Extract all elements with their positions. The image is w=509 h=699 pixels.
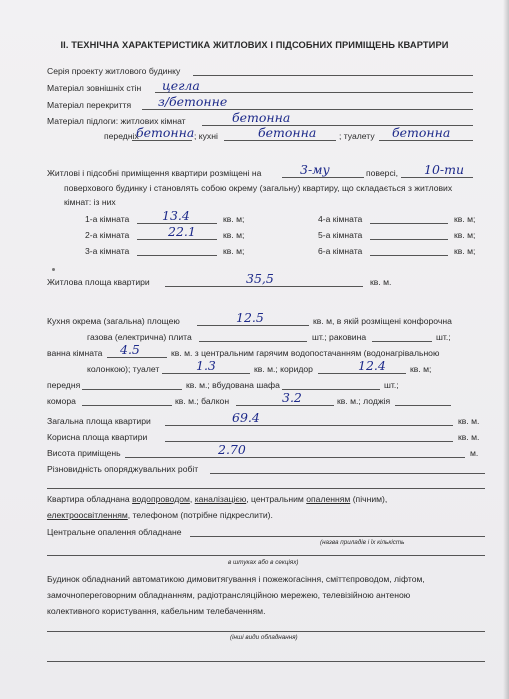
location-label: Житлові і підсобні приміщення квартири розміщені на <box>47 168 262 178</box>
other-equipment-line[interactable] <box>47 631 485 632</box>
living-area-value: 35,5 <box>246 271 274 286</box>
water-supply-option: водопроводом <box>132 494 190 504</box>
corridor-unit: кв. м; <box>410 364 432 374</box>
finishing-line-2[interactable] <box>47 488 485 489</box>
automatics-line-1: Будинок обладнаний автоматикою димовитягування і пожежогасіння, сміттєпроводом, ліфтом, <box>47 574 425 584</box>
living-area-line[interactable] <box>165 286 363 287</box>
corridor-label: кв. м.; коридор <box>254 364 313 374</box>
living-area-label: Житлова площа квартири <box>47 277 150 287</box>
storeroom-line[interactable] <box>82 405 172 406</box>
height-value: 2.70 <box>218 442 246 457</box>
storeys-line[interactable] <box>401 177 473 178</box>
kitchen-label: ; кухні <box>194 131 218 141</box>
floor-no-value: 3-му <box>300 162 330 177</box>
room2-unit: кв. м; <box>223 230 245 240</box>
bathroom-value: 4.5 <box>120 342 140 357</box>
section-title: ІІ. ТЕХНІЧНА ХАРАКТЕРИСТИКА ЖИТЛОВИХ І ПІДСОБНИХ ПРИМІЩЕНЬ КВАРТИРИ <box>60 40 449 50</box>
equip-end: (пічним), <box>352 494 388 504</box>
equip-mid: , центральним <box>246 494 304 504</box>
kitchen-area-value: 12.5 <box>236 310 264 325</box>
room5-line[interactable] <box>370 239 448 240</box>
height-label: Висота приміщень <box>47 448 121 458</box>
series-label: Серія проекту житлового будинку <box>47 66 181 76</box>
devices-note: (назва приладів і їх кількість <box>320 539 405 546</box>
balcony-line[interactable] <box>236 405 334 406</box>
balcony-label: кв. м.; балкон <box>175 396 230 406</box>
useful-area-line[interactable] <box>165 441 453 442</box>
total-area-value: 69.4 <box>232 410 260 425</box>
pieces-note: в штуках або в секціях) <box>228 559 299 566</box>
gas-stove-label: газова (електрична) плита <box>87 332 192 342</box>
sink-unit: шт.; <box>436 332 451 342</box>
loggia-line[interactable] <box>395 405 451 406</box>
hall2-line[interactable] <box>82 389 182 390</box>
total-area-unit: кв. м. <box>458 416 480 426</box>
kitchen-stove-text: кв. м, в якій розміщені конфорочна <box>313 316 452 326</box>
hall2-label: передня <box>47 380 81 390</box>
storeroom-label: комора <box>47 396 76 406</box>
other-equipment-line-2[interactable] <box>47 661 485 662</box>
loggia-label: кв. м.; лоджія <box>337 396 391 406</box>
central-heating-line[interactable] <box>190 536 485 537</box>
finishing-line[interactable] <box>210 473 485 474</box>
hall-label: передніх <box>104 131 139 141</box>
automatics-line-2: замочнопереговорним обладнанням, радіотрансляційною мережею, телевізійною антеною <box>47 590 411 600</box>
equipment-text-2 <box>47 510 273 521</box>
height-unit: м. <box>470 448 479 458</box>
electric-lighting-option: електроосвітленням <box>47 510 128 520</box>
kitchen-floor-value: бетонна <box>258 125 317 140</box>
equipment-text-1: Квартира обладнана водопроводом, каналізацією, центральним опаленням (пічним), <box>47 494 388 504</box>
floor-label: Матеріал підлоги: житлових кімнат <box>47 116 186 126</box>
bathroom-line[interactable] <box>107 357 167 358</box>
toilet-area-label: колонкою); туалет <box>87 364 160 374</box>
useful-area-unit: кв. м. <box>458 432 480 442</box>
bathroom-rest: кв. м. з центральним гарячим водопостачанням (водонагрівальною <box>171 348 440 358</box>
room6-unit: кв. м; <box>454 246 476 256</box>
room1-value: 13.4 <box>162 208 190 223</box>
bathroom-label: ванна кімната <box>47 348 103 358</box>
room3-line[interactable] <box>137 255 217 256</box>
total-area-line[interactable] <box>165 425 453 426</box>
ceiling-line[interactable] <box>142 109 473 110</box>
wardrobe-unit: шт.; <box>384 380 399 390</box>
building-line-text: поверхового будинку і становлять собою окрему (загальну) квартиру, що складається з житлових <box>64 183 453 193</box>
room4-line[interactable] <box>370 223 448 224</box>
walls-label: Матеріал зовнішніх стін <box>47 83 142 93</box>
room1-label: 1-а кімната <box>85 214 130 224</box>
toilet-area-value: 1.3 <box>196 358 216 373</box>
automatics-line-3: колективного користування, кабельним телебаченням. <box>47 606 266 616</box>
kitchen-area-line[interactable] <box>197 325 309 326</box>
room6-line[interactable] <box>370 255 448 256</box>
other-equipment-note: (інші види обладнання) <box>230 634 298 641</box>
room2-value: 22.1 <box>168 224 196 239</box>
ceiling-label: Матеріал перекриття <box>47 100 132 110</box>
room5-label: 5-а кімната <box>318 230 363 240</box>
toilet-line[interactable] <box>379 140 473 141</box>
walls-value: цегла <box>162 78 200 93</box>
heating-option: опаленням <box>306 494 351 504</box>
floor-living-value: бетонна <box>232 110 291 125</box>
room5-unit: кв. м; <box>454 230 476 240</box>
pcs-sink-label: шт.; раковина <box>312 332 367 342</box>
room2-label: 2-а кімната <box>85 230 130 240</box>
series-line[interactable] <box>193 75 473 76</box>
total-area-label: Загальна площа квартири <box>47 416 151 426</box>
useful-area-label: Корисна площа квартири <box>47 432 148 442</box>
toilet-floor-value: бетонна <box>392 125 451 140</box>
rooms-from-label: кімнат: із них <box>64 197 116 207</box>
living-area-unit: кв. м. <box>370 277 392 287</box>
equip2-end: , телефоном (потрібне підкреслити). <box>127 510 273 520</box>
equip-prefix: Квартира обладнана <box>47 494 130 504</box>
toilet-area-line[interactable] <box>162 373 250 374</box>
kitchen-line[interactable] <box>224 140 336 141</box>
room3-label: 3-а кімната <box>85 246 130 256</box>
room1-unit: кв. м; <box>223 214 245 224</box>
ceiling-value: з/бетонне <box>158 94 228 109</box>
finishing-label: Різновидність опоряджувальних робіт <box>47 464 199 474</box>
sink-line[interactable] <box>372 341 432 342</box>
wardrobe-label: кв. м.; вбудована шафа <box>186 380 280 390</box>
storeys-value: 10-ти <box>424 162 465 177</box>
hall-floor-value: бетонна <box>136 125 195 140</box>
walls-line[interactable] <box>155 92 473 93</box>
floor-word: поверсі, <box>366 168 399 178</box>
sewerage-option: каналізацією <box>194 494 247 504</box>
room3-unit: кв. м; <box>223 246 245 256</box>
corridor-line[interactable] <box>318 373 406 374</box>
punch-dot <box>52 268 55 271</box>
room2-line[interactable] <box>137 239 217 240</box>
balcony-value: 3.2 <box>282 390 302 405</box>
floor-no-line[interactable] <box>282 177 364 178</box>
room6-label: 6-а кімната <box>318 246 363 256</box>
corridor-value: 12.4 <box>358 358 386 373</box>
height-line[interactable] <box>125 457 465 458</box>
kitchen-area-label: Кухня окрема (загальна) площею <box>47 316 180 326</box>
toilet-label: ; туалету <box>339 131 375 141</box>
central-heating-line-2[interactable] <box>47 555 485 556</box>
hall-line[interactable] <box>132 140 192 141</box>
central-heating-label: Центральне опалення обладнане <box>47 527 182 537</box>
room4-unit: кв. м; <box>454 214 476 224</box>
room4-label: 4-а кімната <box>318 214 363 224</box>
gas-stove-line[interactable] <box>199 341 307 342</box>
